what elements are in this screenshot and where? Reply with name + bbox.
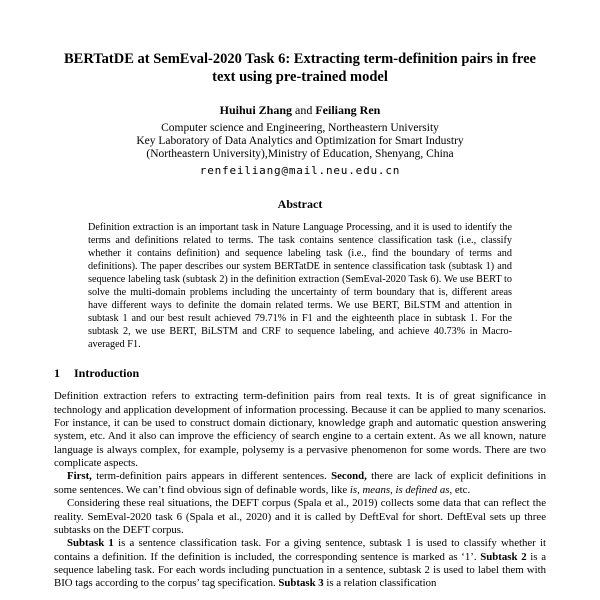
text-segment-bold: Subtask 3 [278,577,324,590]
affiliation-line-1: Computer science and Engineering, Northeastern University [161,121,439,134]
affiliation-block [54,122,546,178]
intro-paragraph-1: Definition extraction refers to extracting term-definition pairs from real texts. It is of great significance in technology and application development of information processing. Because it can be applied to many scenarios. For instance, it can be used to construct domain dictionary, knowledge graph and automatic question answering system, etc. And it also can improve the efficiency of search engine to a certain extent. As we all known, nature language is always complex, for example, polysemy is a pervasive phenomenon for some words. There are two complicate aspects. [54,390,546,470]
text-segment-italic: is, means, is defined as [349,483,450,496]
author-conjunction: and [292,102,316,117]
intro-paragraph-4 [54,537,546,591]
text-segment: there are lack of explicit definitions in some sentences. We can’t find obvious sign of definable words, like [54,470,546,496]
text-segment: is a sentence classification task. For a giving sentence, subtask 1 is used to classify whether it contains a definition. If the definition is included, the corresponding sentence is marked as ‘1’. [54,537,546,563]
text-segment: , etc. [449,483,471,496]
text-segment-bold: Subtask 2 [480,550,527,563]
section-title: Introduction [74,366,140,381]
section-heading-introduction [54,366,546,381]
intro-paragraph-2 [54,470,546,497]
intro-paragraph-3: Considering these real situations, the DEFT corpus (Spala et al., 2019) collects some data that can reflect the reality. SemEval-2020 task 6 (Spala et al., 2020) and it is called by DeftEval for short. DeftEval sets up three subtasks on the DEFT corpus. [54,497,546,536]
paper-title: BERTatDE at SemEval-2020 Task 6: Extracting term-definition pairs in free text using pre-trained model [64,51,536,86]
text-segment: is a sequence labeling task. For each words including punctuation in a sentence, subtask 2 is used to label them with BIO tags according to the corpus’ tag specification. [54,550,546,590]
author-name-2: Feiliang Ren [315,102,381,117]
text-segment: is a relation classification [323,577,437,590]
affiliation-line-2: Key Laboratory of Data Analytics and Optimization for Smart Industry [136,134,464,147]
text-segment-bold: First, [67,470,92,483]
text-segment-bold: Second, [331,470,367,483]
author-name-1: Huihui Zhang [219,102,293,117]
authors-line [54,103,546,118]
section-number: 1 [54,366,60,381]
abstract-section [88,197,512,351]
affiliation-line-3: (Northeastern University),Ministry of Education, Shenyang, China [146,148,454,161]
abstract-text: Definition extraction is an important task in Nature Language Processing, and it is used to identify the terms and definitions related to terms. The task contains sentence classification task (i.e., classify whether it contains definition) and sequence labeling task (i.e., find the boundary of terms and definitions). The paper describes our system BERTatDE in sentence classification task (subtask 1) and sequence labeling task (subtask 2) in the definition extraction (SemEval-2020 Task 6). We use BERT to solve the multi-domain problems including the uncertainty of term boundary that is, different areas have different ways to definite the domain related terms. We use BERT, BiLSTM and attention in subtask 1 and our best result achieved 79.71% in F1 and the eighteenth place in subtask 1. For the subtask 2, we use BERT, BiLSTM and CRF to sequence labeling, and achieve 40.73% in Macro-averaged F1. [88,221,512,351]
text-segment: term-definition pairs appears in different sentences. [91,470,332,483]
abstract-heading: Abstract [277,196,323,211]
text-segment-bold: Subtask 1 [67,537,114,550]
author-email: renfeiliang@mail.neu.edu.cn [199,163,401,177]
